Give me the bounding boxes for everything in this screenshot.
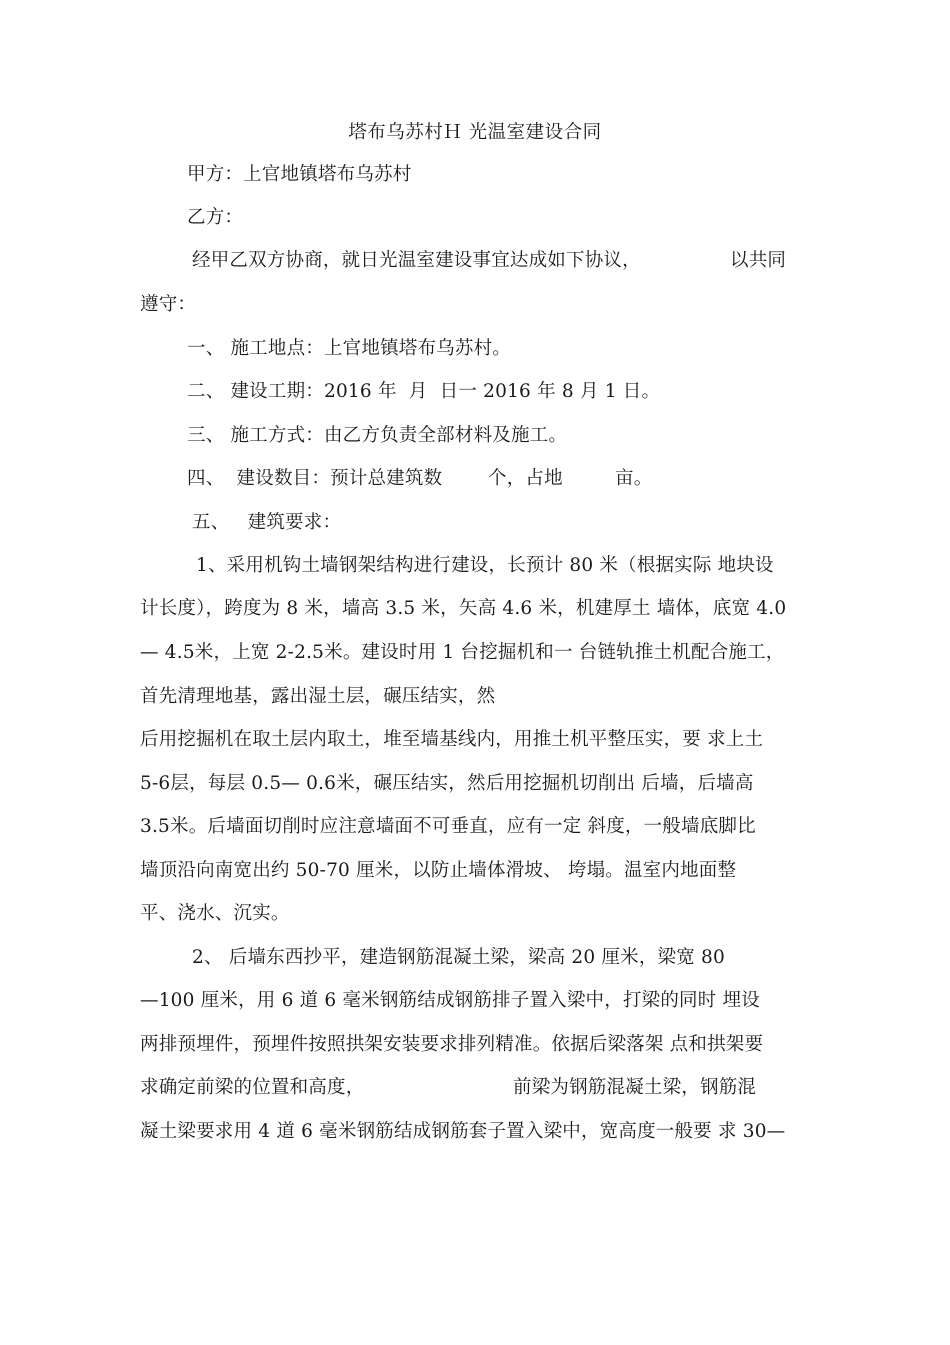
clause-4b: 个，占地 — [488, 468, 563, 489]
requirement-1-line-7: 3.5米。后墙面切削时应注意墙面不可垂直，应有一定 斜度，一般墙底脚比 — [140, 816, 756, 837]
requirement-1-line-5: 后用挖掘机在取土层内取土，堆至墙基线内，用推土机平整压实，要 求上土 — [140, 729, 764, 750]
clause-3: 三、 施工方式：由乙方负责全部材料及施工。 — [187, 425, 568, 446]
requirement-2-line-1: 2、 后墙东西抄平，建造钢筋混凝土梁，梁高 20 厘米，梁宽 80 — [192, 947, 725, 968]
requirement-2-line-5: 凝土梁要求用 4 道 6 毫米钢筋结成钢筋套子置入梁中，宽高度一般要 求 30— — [140, 1121, 786, 1142]
requirement-1-line-8: 墙顶沿向南宽出约 50-70 厘米，以防止墙体滑坡、 垮塌。温室内地面整 — [140, 860, 737, 881]
clause-2: 二、 建设工期：2016 年 月 日一 2016 年 8 月 1 日。 — [187, 381, 661, 402]
clause-4c: 亩。 — [615, 468, 653, 489]
requirement-1-line-6: 5-6层，每层 0.5— 0.6米，碾压结实，然后用挖掘机切削出 后墙，后墙高 — [140, 773, 754, 794]
party-a-line: 甲方：上官地镇塔布乌苏村 — [187, 164, 412, 185]
clause-4a: 四、 建设数目：预计总建筑数 — [187, 468, 443, 489]
requirement-1-line-3: — 4.5米，上宽 2-2.5米。建设时用 1 台挖掘机和一 台链轨推土机配合施工， — [140, 642, 785, 663]
requirement-1-line-1: 1、采用机钩土墙钢架结构进行建设，长预计 80 米（根据实际 地块设 — [196, 555, 774, 576]
requirement-1-line-9: 平、浇水、沉实。 — [140, 903, 290, 924]
requirement-2-line-3: 两排预埋件，预埋件按照拱架安装要求排列精准。依据后梁落架 点和拱架要 — [140, 1034, 764, 1055]
requirement-1-line-2: 计长度），跨度为 8 米，墙高 3.5 米，矢高 4.6 米，机建厚土 墙体，底宽 4.0 — [140, 598, 787, 619]
intro-line-1a: 经甲乙双方协商，就日光温室建设事宜达成如下协议， — [192, 250, 641, 271]
clause-5: 五、 建筑要求： — [192, 512, 342, 533]
requirement-2-line-4a: 求确定前梁的位置和高度， — [140, 1077, 365, 1098]
requirement-2-line-4b: 前梁为钢筋混凝土梁，钢筋混 — [513, 1077, 757, 1098]
document-title: 塔布乌苏村Ｈ 光温室建设合同 — [348, 122, 602, 143]
requirement-1-line-4: 首先清理地基，露出湿土层，碾压结实，然 — [140, 686, 496, 707]
requirement-2-line-2: —100 厘米，用 6 道 6 毫米钢筋结成钢筋排子置入梁中，打梁的同时 埋设 — [140, 990, 760, 1011]
intro-line-2: 遵守： — [140, 294, 197, 315]
party-b-line: 乙方： — [187, 207, 244, 228]
clause-1: 一、 施工地点：上官地镇塔布乌苏村。 — [187, 338, 511, 359]
intro-line-1b: 以共同 — [730, 250, 787, 271]
